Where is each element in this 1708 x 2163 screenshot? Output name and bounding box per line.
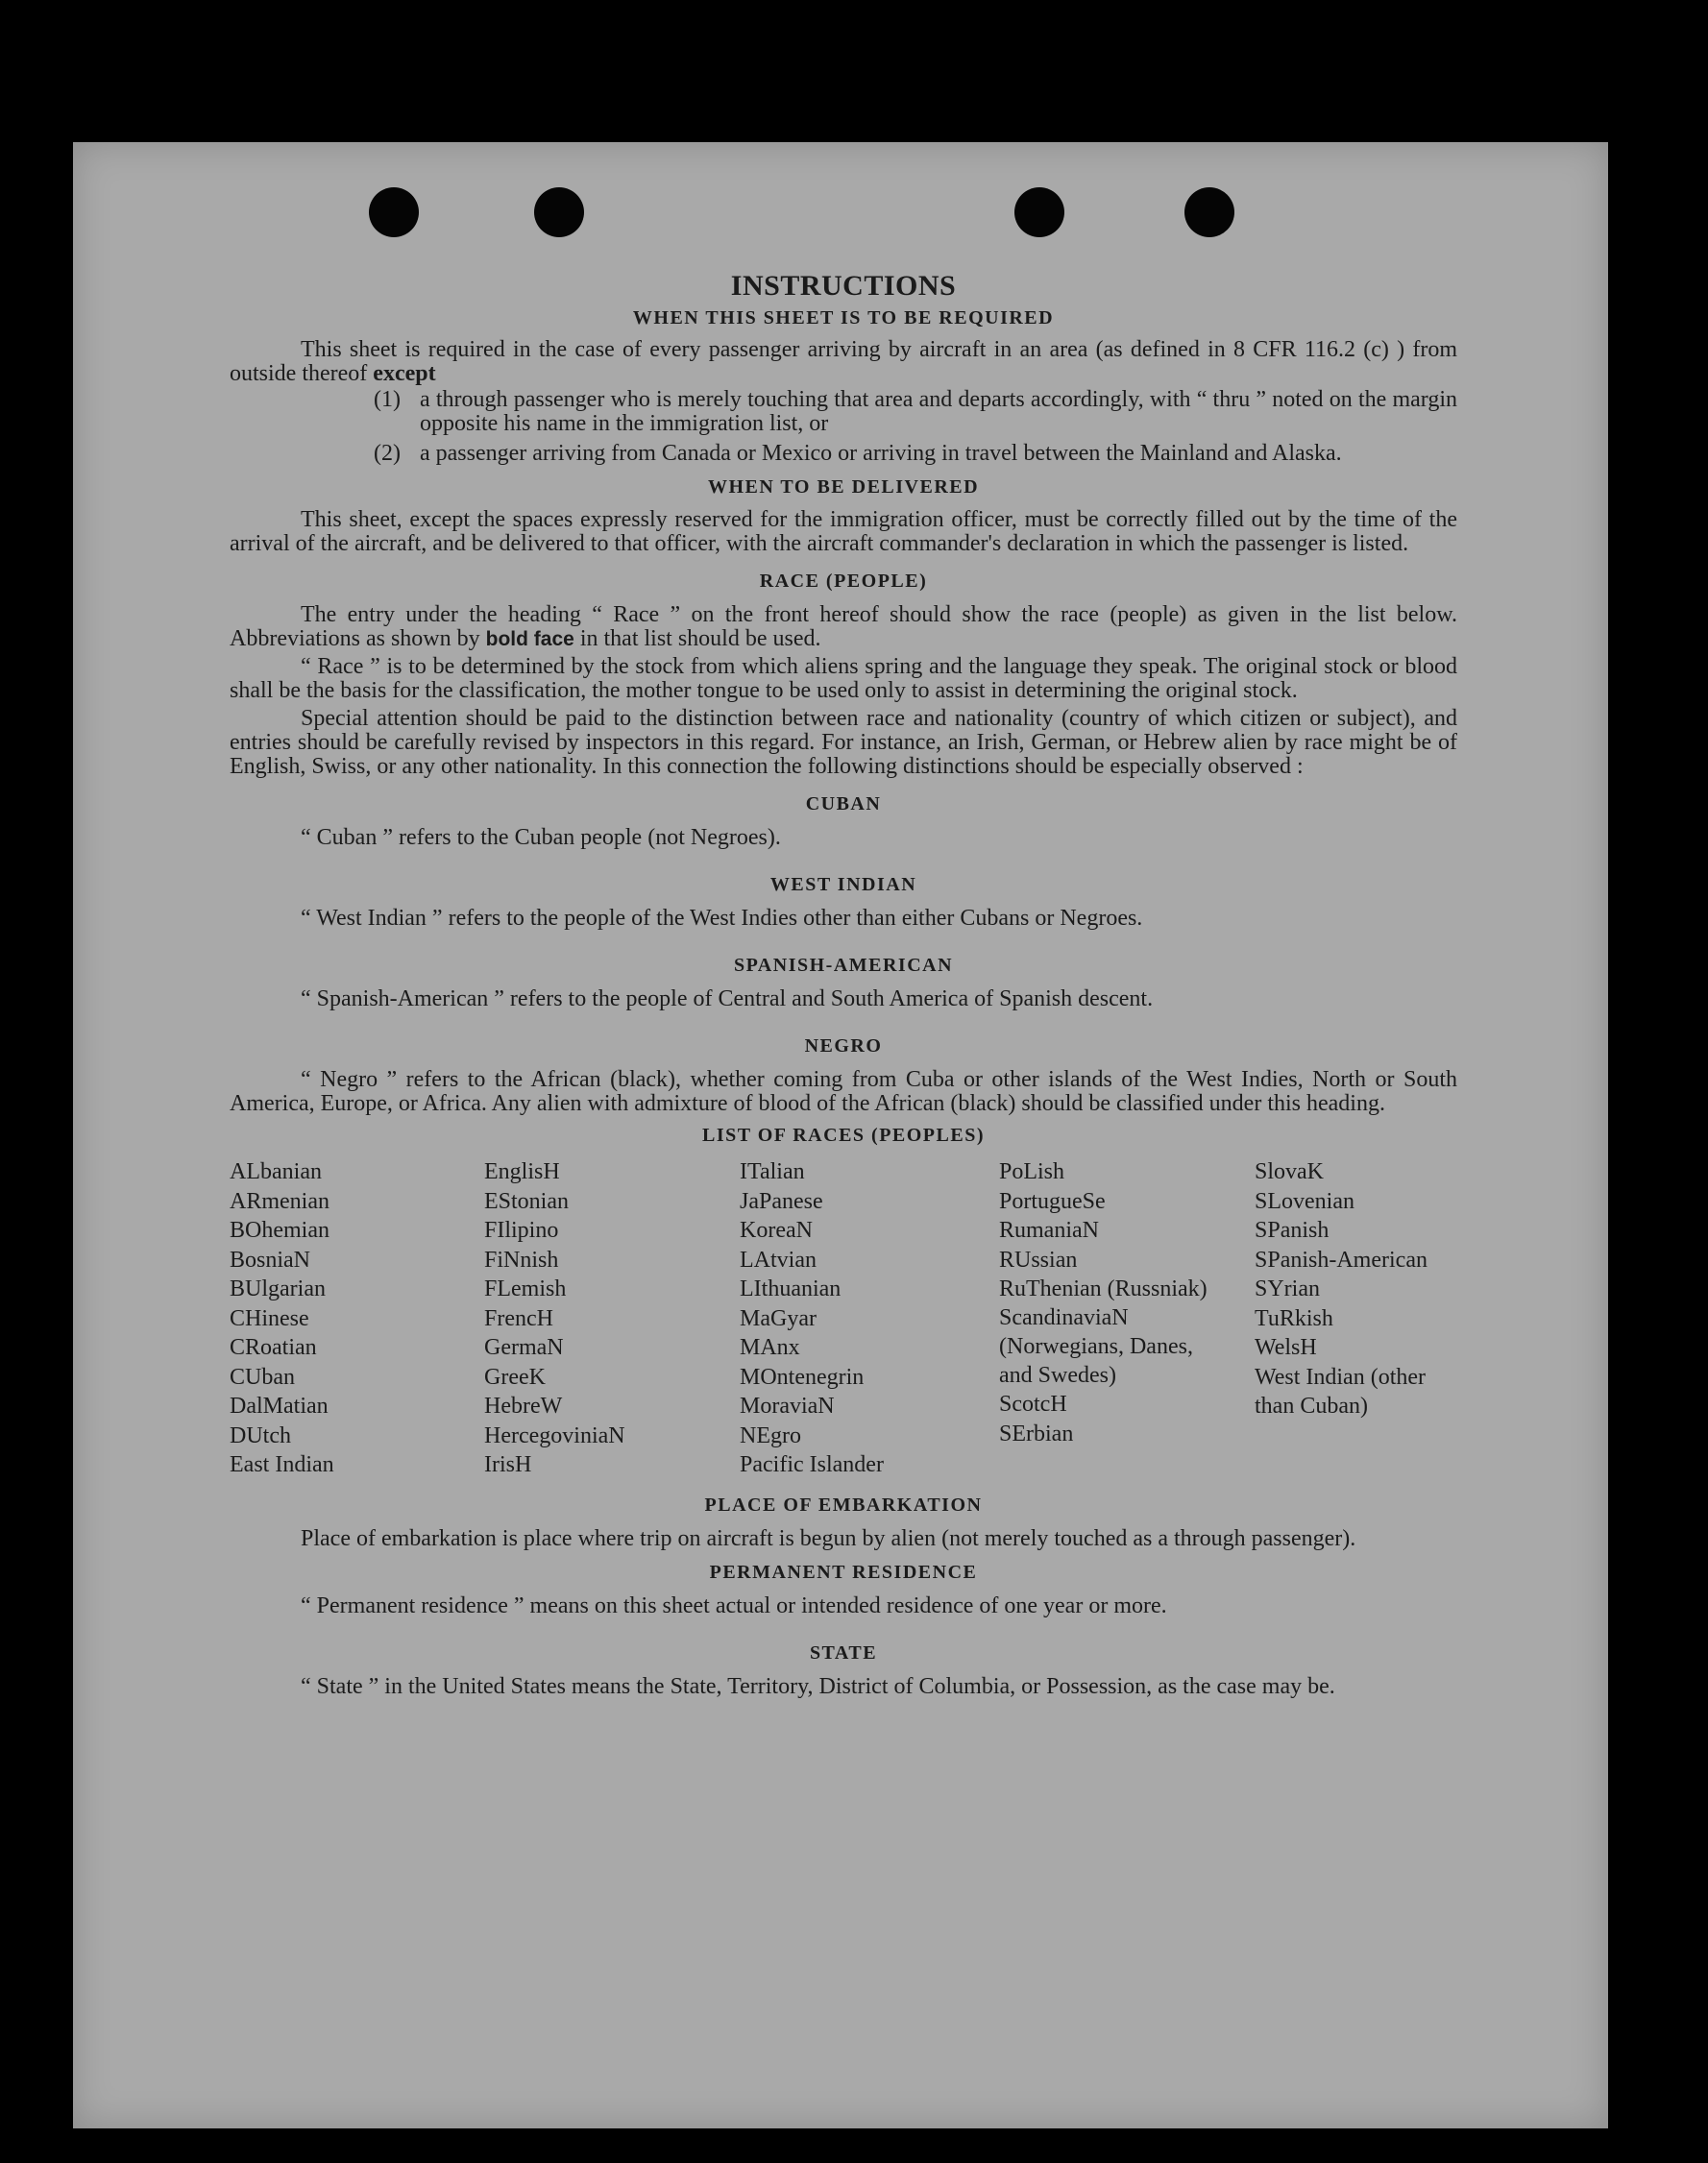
list-item: East Indian [230, 1452, 334, 1477]
list-item: DUtch [230, 1422, 291, 1448]
punch-hole [1014, 187, 1064, 237]
list-item: IrisH [484, 1452, 532, 1477]
list-item: RumaniaN [999, 1218, 1099, 1243]
section-heading-cuban: CUBAN [805, 793, 882, 814]
races-list [230, 1157, 1457, 1480]
list-item: HebreW [484, 1394, 563, 1419]
list-item: JaPanese [740, 1188, 823, 1214]
races-column [999, 1157, 1255, 1480]
list-item: Pacific Islander [740, 1452, 884, 1477]
except-keyword: except [373, 361, 436, 386]
list-item: SPanish [1255, 1218, 1330, 1243]
section-heading-race: RACE (PEOPLE) [759, 571, 928, 592]
section-heading-spanish-american: SPANISH-AMERICAN [733, 955, 954, 976]
list-item: EnglisH [484, 1159, 560, 1184]
list-item: CUban [230, 1364, 295, 1390]
negro-text: “ Negro ” refers to the African (black), whether coming from Cuba or other islands of the West Indies, North or South America, Europe, or Africa. Any alien with admixture of blood of the African (black) should be classified under this heading. [230, 1067, 1457, 1116]
list-item: WelsH [1255, 1335, 1317, 1360]
document-sheet [73, 142, 1608, 2128]
list-item: ARmenian [230, 1188, 329, 1214]
list-item: FLemish [484, 1276, 567, 1301]
item-text: a passenger arriving from Canada or Mexico or arriving in travel between the Mainland and Alaska. [420, 441, 1342, 466]
section-heading-west-indian: WEST INDIAN [769, 874, 917, 895]
required-intro: This sheet is required in the case of every passenger arriving by aircraft in an area (as defined in 8 CFR 116.2 (c) ) from outside thereof except [230, 337, 1457, 386]
spanish-american-text: “ Spanish-American ” refers to the people of Central and South America of Spanish descent. [301, 986, 1154, 1011]
residence-text: “ Permanent residence ” means on this sheet actual or intended residence of one year or more. [301, 1592, 1167, 1618]
punch-hole [1184, 187, 1234, 237]
section-heading-required: WHEN THIS SHEET IS TO BE REQUIRED [632, 307, 1055, 328]
section-heading-races-list: LIST OF RACES (PEOPLES) [701, 1125, 985, 1146]
list-item: BOhemian [230, 1218, 329, 1243]
list-item: GreeK [484, 1364, 546, 1390]
list-item: SlovaK [1255, 1159, 1324, 1184]
embarkation-text: Place of embarkation is place where trip on aircraft is begun by alien (not merely touched as a through passenger). [301, 1525, 1356, 1551]
race-paragraph-3: Special attention should be paid to the distinction between race and nationality (country of which citizen or subject), and entries should be carefully revised by inspectors in this regard. For instance, an Irish, German, or Hebrew alien by race might be of English, Swiss, or any other nationality. In this connection the following distinctions should be especially observed : [230, 706, 1457, 779]
item-number: (1) [374, 387, 401, 412]
list-item: MaGyar [740, 1305, 817, 1331]
punch-hole [534, 187, 584, 237]
list-item: West Indian (other than Cuban) [1255, 1364, 1427, 1419]
list-item: SErbian [999, 1421, 1074, 1446]
list-item: ALbanian [230, 1159, 322, 1184]
list-item: SPanish-American [1255, 1247, 1427, 1273]
state-text: “ State ” in the United States means the State, Territory, District of Columbia, or Possession, as the case may be. [301, 1673, 1335, 1699]
list-item: HercegoviniaN [484, 1422, 625, 1448]
list-item: RUssian [999, 1247, 1078, 1273]
list-item: CRoatian [230, 1335, 317, 1360]
list-item: CHinese [230, 1305, 309, 1331]
races-column [230, 1157, 484, 1480]
races-column [740, 1157, 999, 1480]
list-item: RuThenian (Russniak) [999, 1276, 1208, 1301]
list-item: ITalian [740, 1159, 805, 1184]
list-item: MoraviaN [740, 1394, 835, 1419]
list-item [374, 388, 1457, 436]
item-number: (2) [374, 441, 401, 466]
list-item: DalMatian [230, 1394, 329, 1419]
section-heading-negro: NEGRO [804, 1035, 883, 1057]
list-item: PoLish [999, 1159, 1065, 1184]
list-item: LIthuanian [740, 1276, 842, 1301]
punch-hole [369, 187, 419, 237]
instructions-content [230, 270, 1457, 1699]
list-item: FrencH [484, 1305, 553, 1331]
list-item: SYrian [1255, 1276, 1320, 1301]
list-item: EStonian [484, 1188, 569, 1214]
races-column [484, 1157, 740, 1480]
list-item: BUlgarian [230, 1276, 326, 1301]
list-item: ScandinaviaN (Norwegians, Danes, and Swedes) [999, 1305, 1193, 1388]
section-heading-delivered: WHEN TO BE DELIVERED [707, 476, 980, 498]
item-text: a through passenger who is merely touching that area and departs accordingly, with “ thru ” noted on the margin opposite his name in the immigration list, or [420, 387, 1457, 436]
delivered-text: This sheet, except the spaces expressly reserved for the immigration officer, must be correctly filled out by the time of the arrival of the aircraft, and be delivered to that officer, with the aircraft commander's declaration in which the passenger is listed. [230, 507, 1457, 556]
list-item: MAnx [740, 1335, 800, 1360]
list-item: ScotcH [999, 1392, 1067, 1417]
list-item: PortugueSe [999, 1188, 1106, 1214]
races-column [1255, 1157, 1457, 1480]
list-item: TuRkish [1255, 1305, 1333, 1331]
list-item [374, 442, 1457, 466]
list-item: KoreaN [740, 1218, 813, 1243]
list-item: LAtvian [740, 1247, 817, 1273]
race-paragraph-1: The entry under the heading “ Race ” on the front hereof should show the race (people) as given in the list below. Abbreviations as shown by bold face in that list should be used. [230, 602, 1457, 651]
list-item: MOntenegrin [740, 1364, 865, 1390]
list-item: GermaN [484, 1335, 564, 1360]
section-heading-residence: PERMANENT RESIDENCE [709, 1561, 978, 1583]
page-title: INSTRUCTIONS [730, 270, 957, 302]
cuban-text: “ Cuban ” refers to the Cuban people (not Negroes). [301, 825, 781, 850]
list-item: FiNnish [484, 1247, 559, 1273]
list-item: FIlipino [484, 1218, 559, 1243]
list-item: SLovenian [1255, 1188, 1354, 1214]
bold-face-example: bold face [485, 628, 574, 650]
race-paragraph-2: “ Race ” is to be determined by the stock from which aliens spring and the language they speak. The original stock or blood shall be the basis for the classification, the mother tongue to be used only to assist in determining the original stock. [230, 654, 1457, 703]
list-item: BosniaN [230, 1247, 310, 1273]
west-indian-text: “ West Indian ” refers to the people of the West Indies other than either Cubans or Negroes. [301, 906, 1143, 931]
list-item: NEgro [740, 1422, 801, 1448]
section-heading-embarkation: PLACE OF EMBARKATION [704, 1494, 983, 1516]
section-heading-state: STATE [809, 1641, 878, 1664]
